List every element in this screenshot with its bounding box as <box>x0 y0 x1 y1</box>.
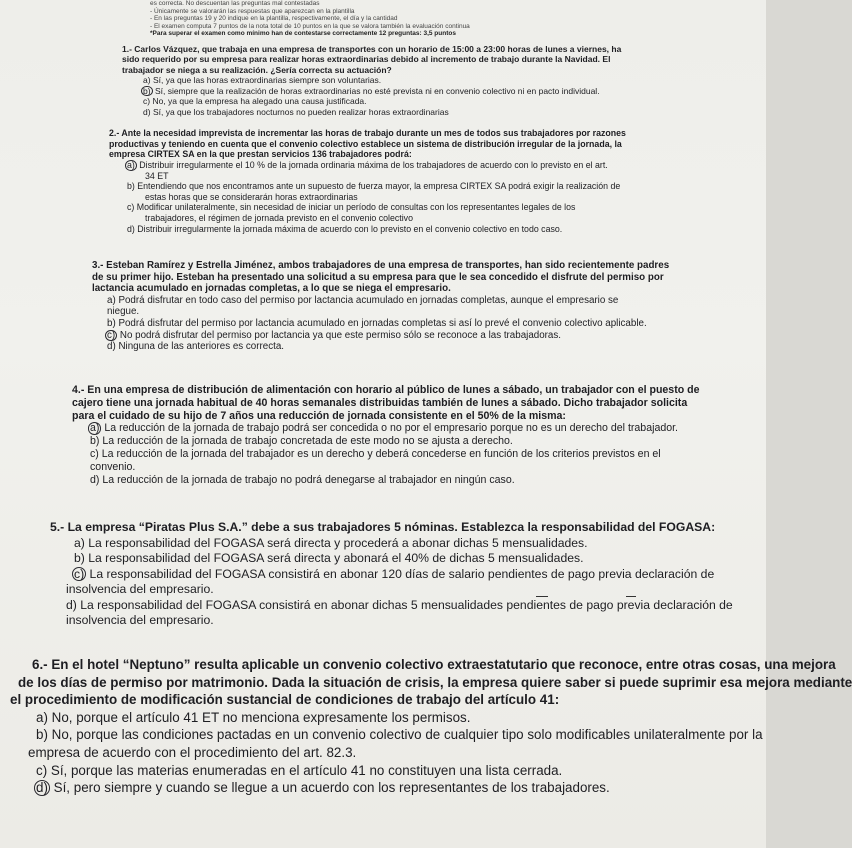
instruction-line: es correcta. No descuentan las preguntas mal contestadas <box>150 0 320 7</box>
option-continuation: empresa de acuerdo con el procedimiento del art. 82.3. <box>28 744 357 760</box>
instruction-line: - En las preguntas 19 y 20 indique en la plantilla, respectivamente, el día y la cantidad <box>150 15 398 22</box>
option-letter: a) <box>74 535 85 550</box>
question-6 <box>0 656 852 797</box>
exam-instructions <box>150 0 610 38</box>
question-stem-line: 3.- Esteban Ramírez y Estrella Jiménez, ambos trabajadores de una empresa de transportes, han sido recientemente padres <box>92 260 670 271</box>
option-c <box>0 448 766 461</box>
option-b <box>0 318 766 330</box>
question-stem-line: cajero tiene una jornada habitual de 40 horas semanales distribuidas también de lunes a sábado. Dicho trabajador solicita <box>72 396 688 409</box>
question-4 <box>0 384 766 486</box>
option-text: No, ya que la empresa ha alegado una causa justificada. <box>152 96 367 107</box>
question-3 <box>0 260 766 353</box>
option-a <box>0 160 766 171</box>
question-2 <box>0 128 766 234</box>
option-b <box>0 86 766 97</box>
option-letter: c) <box>143 96 151 107</box>
question-stem-line: 2.- Ante la necesidad imprevista de incrementar las horas de trabajo durante un mes de todos sus trabajadores por razones <box>109 128 626 138</box>
option-c <box>0 202 766 213</box>
option-a <box>0 295 766 307</box>
option-a <box>0 536 766 552</box>
instruction-line: - El examen computa 7 puntos de la nota total de 10 puntos en la que se valora también la evaluación continua <box>150 22 470 30</box>
option-text: Distribuir irregularmente la jornada máxima de acuerdo con lo previsto en el convenio colectivo en todo caso. <box>137 223 563 234</box>
question-stem-line: trabajador se niega a su realización. ¿Sería correcta su actuación? <box>122 64 392 75</box>
option-d <box>0 598 766 614</box>
option-text: Entendiendo que nos encontramos ante un supuesto de fuerza mayor, la empresa CIRTEX SA podrá exigir la realización de <box>137 181 621 192</box>
option-letter: b) <box>127 181 135 192</box>
option-text: La responsabilidad del FOGASA consistirá en abonar 120 días de salario pendientes de pago previa declaración de <box>89 566 715 581</box>
option-text: No, porque el artículo 41 ET no menciona expresamente los permisos. <box>51 709 471 725</box>
circled-answer-mark: c) <box>74 566 85 581</box>
option-continuation: insolvencia del empresario. <box>66 613 214 627</box>
option-text: La reducción de la jornada de trabajo no podrá denegarse al trabajador en ningún caso. <box>102 473 515 486</box>
option-b <box>0 726 766 744</box>
question-stem-line: 1.- Carlos Vázquez, que trabaja en una empresa de transportes con un horario de 15:00 a 23:00 horas de lunes a viernes, ha <box>122 44 622 54</box>
question-stem-line: para el cuidado de su hijo de 7 años una reducción de jornada consistente en el 50% de la misma: <box>72 409 566 422</box>
option-text: Sí, porque las materias enumeradas en el artículo 41 no constituyen una lista cerrada. <box>50 762 563 778</box>
option-text: Sí, siempre que la realización de horas extraordinarias no esté prevista ni en convenio colectivo ni en pacto individual. <box>154 85 600 96</box>
option-d <box>0 341 766 353</box>
question-stem-line: 6.- En el hotel “Neptuno” resulta aplicable un convenio colectivo extraestatutario que reconoce, entre otras cosas, una mejora <box>32 657 836 672</box>
option-b <box>0 551 766 567</box>
option-text: Sí, ya que los trabajadores nocturnos no pueden realizar horas extraordinarias <box>152 106 449 117</box>
circled-answer-mark: d) <box>36 780 48 796</box>
option-c <box>0 762 766 780</box>
question-stem-line: 4.- En una empresa de distribución de alimentación con horario al público de lunes a sábado, un trabajador con el puesto de <box>72 384 700 396</box>
option-d <box>0 474 766 487</box>
option-d <box>0 107 766 117</box>
option-text: Sí, ya que las horas extraordinarias siempre son voluntarias. <box>152 75 382 86</box>
pen-mark <box>536 596 548 597</box>
option-continuation: estas horas que se considerarán horas extraordinarias <box>145 191 358 202</box>
instruction-line: - Únicamente se valorarán las respuestas que aparezcan en la plantilla <box>150 7 355 15</box>
question-stem-line: el procedimiento de modificación sustancial de condiciones de trabajo del artículo 41: <box>10 692 560 708</box>
option-text: La responsabilidad del FOGASA consistirá en abonar dichas 5 mensualidades pendientes de pago previa declaración de <box>80 597 733 612</box>
circled-answer-mark: c) <box>107 329 116 341</box>
option-letter: b) <box>36 727 48 743</box>
question-stem-line: de los días de permiso por matrimonio. Dada la situación de crisis, la empresa quiere saber si puede suprimir esa mejora mediante <box>18 674 852 690</box>
option-continuation: convenio. <box>90 460 136 473</box>
option-letter: d) <box>107 341 116 353</box>
option-text: Distribuir irregularmente el 10 % de la jornada ordinaria máxima de los trabajadores de acuerdo con lo previsto en el art. <box>139 159 608 170</box>
question-stem-line: sido requerido por su empresa para realizar horas extraordinarias debido al incremento de trabajo durante la Navidad. El <box>122 54 611 65</box>
option-continuation: trabajadores, el régimen de jornada previsto en el convenio colectivo <box>145 212 413 223</box>
option-letter: c) <box>90 447 99 460</box>
question-stem-line: lactancia acumulado en jornadas completas, a lo que se niega el empresario. <box>92 283 451 295</box>
option-letter: c) <box>36 762 48 778</box>
question-stem-line: de su primer hijo. Esteban ha presentado una solicitud a su empresa para que le sea concedido el disfrute del permiso por <box>92 271 664 283</box>
option-letter: d) <box>66 597 77 612</box>
question-stem-line: empresa CIRTEX SA en la que prestan servicios 136 trabajadores podrá: <box>109 149 412 160</box>
option-text: Sí, pero siempre y cuando se llegue a un acuerdo con los representantes de los trabajadores. <box>53 780 610 796</box>
option-text: Modificar unilateralmente, sin necesidad de iniciar un período de consultas con los representantes legales de los <box>136 202 576 213</box>
option-text: Podrá disfrutar en todo caso del permiso por lactancia acumulado en jornadas completas, aunque el empresario se <box>118 294 619 306</box>
question-1 <box>0 44 766 117</box>
question-stem-line: 5.- La empresa “Piratas Plus S.A.” debe a sus trabajadores 5 nóminas. Establezca la responsabilidad del FOGASA: <box>50 520 716 534</box>
option-letter: d) <box>90 473 100 486</box>
option-letter: c) <box>127 202 135 213</box>
option-letter: a) <box>107 294 116 306</box>
circled-answer-mark: b) <box>143 85 151 96</box>
option-c <box>0 567 766 583</box>
option-c <box>0 330 766 342</box>
option-b <box>0 435 766 448</box>
option-letter: d) <box>143 106 151 117</box>
question-5 <box>0 520 766 629</box>
option-letter: d) <box>127 223 135 234</box>
option-letter: a) <box>143 75 151 86</box>
option-text: La responsabilidad del FOGASA será directa y abonará el 40% de dichas 5 mensualidades. <box>88 551 584 565</box>
option-b <box>0 181 766 192</box>
option-a <box>0 709 766 727</box>
option-a <box>0 422 766 435</box>
option-continuation: insolvencia del empresario. <box>66 582 214 596</box>
option-continuation: niegue. <box>107 306 140 318</box>
circled-answer-mark: a) <box>90 422 100 435</box>
option-text: La reducción de la jornada de trabajo podrá ser concedida o no por el empresario porque no es un derecho del trabajador. <box>104 422 678 435</box>
circled-answer-mark: a) <box>127 159 135 170</box>
option-d <box>0 224 766 235</box>
option-a <box>0 75 766 85</box>
instruction-line: *Para superar el examen como mínimo han de contestarse correctamente 12 preguntas: 3,5 puntos <box>150 30 456 37</box>
question-stem-line: productivas y teniendo en cuenta que el convenio colectivo establece un sistema de distribución irregular de la jornada, la <box>109 138 622 149</box>
option-continuation: 34 ET <box>145 170 169 181</box>
option-text: Podrá disfrutar del permiso por lactancia acumulado en jornadas completas si así lo prevé el convenio colectivo aplicable. <box>118 317 647 329</box>
option-c <box>0 96 766 106</box>
option-letter: a) <box>36 709 48 725</box>
option-letter: b) <box>74 551 85 565</box>
option-letter: b) <box>90 435 100 448</box>
option-letter: b) <box>107 317 116 329</box>
option-text: No podrá disfrutar del permiso por lactancia ya que este permiso sólo se reconoce a las trabajadoras. <box>119 329 562 341</box>
option-text: Ninguna de las anteriores es correcta. <box>118 341 285 353</box>
pen-mark <box>626 596 636 597</box>
option-d <box>0 779 766 797</box>
option-text: La reducción de la jornada del trabajador es un derecho y deberá concederse en función de los criterios previstos en el <box>101 447 661 460</box>
option-text: No, porque las condiciones pactadas en un convenio colectivo de cualquier tipo solo modificables unilateralmente por la <box>51 727 763 743</box>
option-text: La responsabilidad del FOGASA será directa y procederá a abonar dichas 5 mensualidades. <box>88 535 588 550</box>
option-text: La reducción de la jornada de trabajo concretada de este modo no se ajusta a derecho. <box>102 435 513 448</box>
